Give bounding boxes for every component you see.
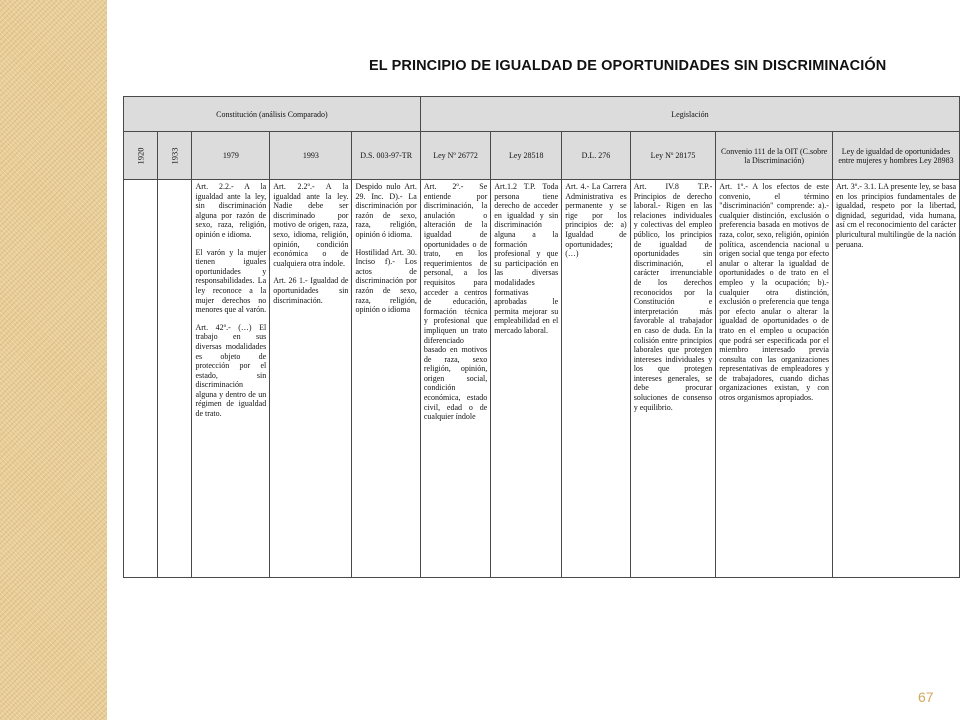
group-header-constitucion: Constitución (análisis Comparado) <box>124 97 421 132</box>
cell-1933-empty <box>157 180 192 578</box>
column-header-ley-28175: Ley Nº 28175 <box>630 132 716 180</box>
column-header-ley-28983: Ley de igualdad de oportunidades entre mujeres y hombres Ley 28983 <box>832 132 959 180</box>
cell-1979 <box>192 180 270 578</box>
column-header-1993: 1993 <box>270 132 352 180</box>
cell-paragraph: Art. 26 1.- Igualdad de oportunidades sin discriminación. <box>273 276 349 305</box>
cell-ley-28175: Art. IV.8 T.P.- Principios de derecho laboral.- Rigen en las relaciones individuales y colectivas del empleo público, los principios de igualdad de oportunidades sin discriminación, el carácter irrenunciable de los derechos reconocidos por la Constitución e interpretación más favorable al trabajador en caso de duda. En la colisión entre principios laborales que protegen intereses individuales y los que protegen intereses generales, se debe procurar soluciones de consenso y equilibrio. <box>630 180 716 578</box>
page-number: 67 <box>918 689 934 705</box>
cell-ds-003-97-tr <box>352 180 420 578</box>
cell-paragraph: Despido nulo Art. 29. Inc. D).- La discriminación por razón de sexo, raza, religión, opinión ó idioma. <box>355 182 417 239</box>
cell-dl-276: Art. 4.- La Carrera Administrativa es permanente y se rige por los principios de: a) Igualdad de oportunidades; (…) <box>562 180 630 578</box>
comparison-table <box>123 96 960 578</box>
column-header-ley-26772: Ley Nº 26772 <box>420 132 490 180</box>
group-header-legislacion: Legislación <box>420 97 959 132</box>
cell-convenio-111-oit: Art. 1º.- A los efectos de este convenio, el término "discriminación" comprende: a).- cualquier distinción, exclusión o preferencia basada en motivos de raza, color, sexo, religión, opinión política, ascendencia nacional u origen social que tenga por efecto anular o alterar la igualdad de oportunidades o de trato en el empleo y la ocupación; b).-cualquier otra distinción, exclusión o preferencia que tenga por efecto anular o alterar la igualdad de oportunidades o de trato en el empleo u ocupación que podrá ser especificada por el miembro interesado previa consulta con las organizaciones representativas de empleadores y de trabajadores, cuando dichas organizaciones existan, y con otros organismos apropiados. <box>716 180 833 578</box>
column-header-ley-28518: Ley 28518 <box>491 132 562 180</box>
column-header-label: 1933 <box>169 147 180 164</box>
slide-content <box>107 0 960 720</box>
cell-paragraph: Art. 2.2.- A la igualdad ante la ley, sin discriminación alguna por razón de sexo, raza, religión, opinión e idioma. <box>195 182 267 239</box>
column-header-ds-003-97-tr: D.S. 003-97-TR <box>352 132 420 180</box>
column-header-1920 <box>124 132 158 180</box>
cell-ley-26772: Art. 2º.- Se entiende por discriminación, la anulación o alteración de la igualdad de oportunidades o de trato, en los requerimientos de personal, a los requisitos para acceder a centros de educación, formación técnica y profesional que impliquen un trato diferenciado basado en motivos de raza, sexo religión, opinión, origen social, condición económica, estado civil, edad o de cualquier índole <box>420 180 490 578</box>
column-header-1979: 1979 <box>192 132 270 180</box>
decorative-sidebar <box>0 0 107 720</box>
cell-ley-28518: Art.1.2 T.P. Toda persona tiene derecho de acceder en igualdad y sin discriminación alguna a la formación profesional y que su participación en las diversas modalidades formativas aprobadas le permita mejorar su empleabilidad en el mercado laboral. <box>491 180 562 578</box>
cell-paragraph: Hostilidad Art. 30. Inciso f).- Los actos de discriminación por razón de sexo, raza, religión, opinión o idioma <box>355 247 417 315</box>
column-header-label: 1920 <box>135 147 146 164</box>
cell-paragraph: Art. 2.2º.- A la igualdad ante la ley. Nadie debe ser discriminado por motivo de origen, raza, sexo, idioma, religión, opinión, condición económica o de cualquiera otra índole. <box>273 182 349 268</box>
column-header-1933 <box>157 132 192 180</box>
column-header-dl-276: D.L. 276 <box>562 132 630 180</box>
cell-paragraph: Art. 42º.- (…) El trabajo en sus diversas modalidades es objeto de protección por el estado, sin discriminación alguna y dentro de un régimen de igualdad de trato. <box>195 322 267 419</box>
cell-ley-28983: Art. 3º.- 3.1. LA presente ley, se basa en los principios fundamentales de igualdad, respeto por la libertad, dignidad, seguridad, vida humana, así cm el reconocimiento del carácter pluricultural multilingüe de la nación peruana. <box>832 180 959 578</box>
column-header-convenio-111-oit: Convenio 111 de la OIT (C.sobre la Discriminación) <box>716 132 833 180</box>
cell-1920-empty <box>124 180 158 578</box>
cell-paragraph: El varón y la mujer tienen iguales oportunidades y responsabilidades. La ley reconoce a la mujer derechos no menores que al varón. <box>195 247 267 315</box>
slide-title: EL PRINCIPIO DE IGUALDAD DE OPORTUNIDADES SIN DISCRIMINACIÓN <box>369 58 887 74</box>
cell-1993 <box>270 180 352 578</box>
